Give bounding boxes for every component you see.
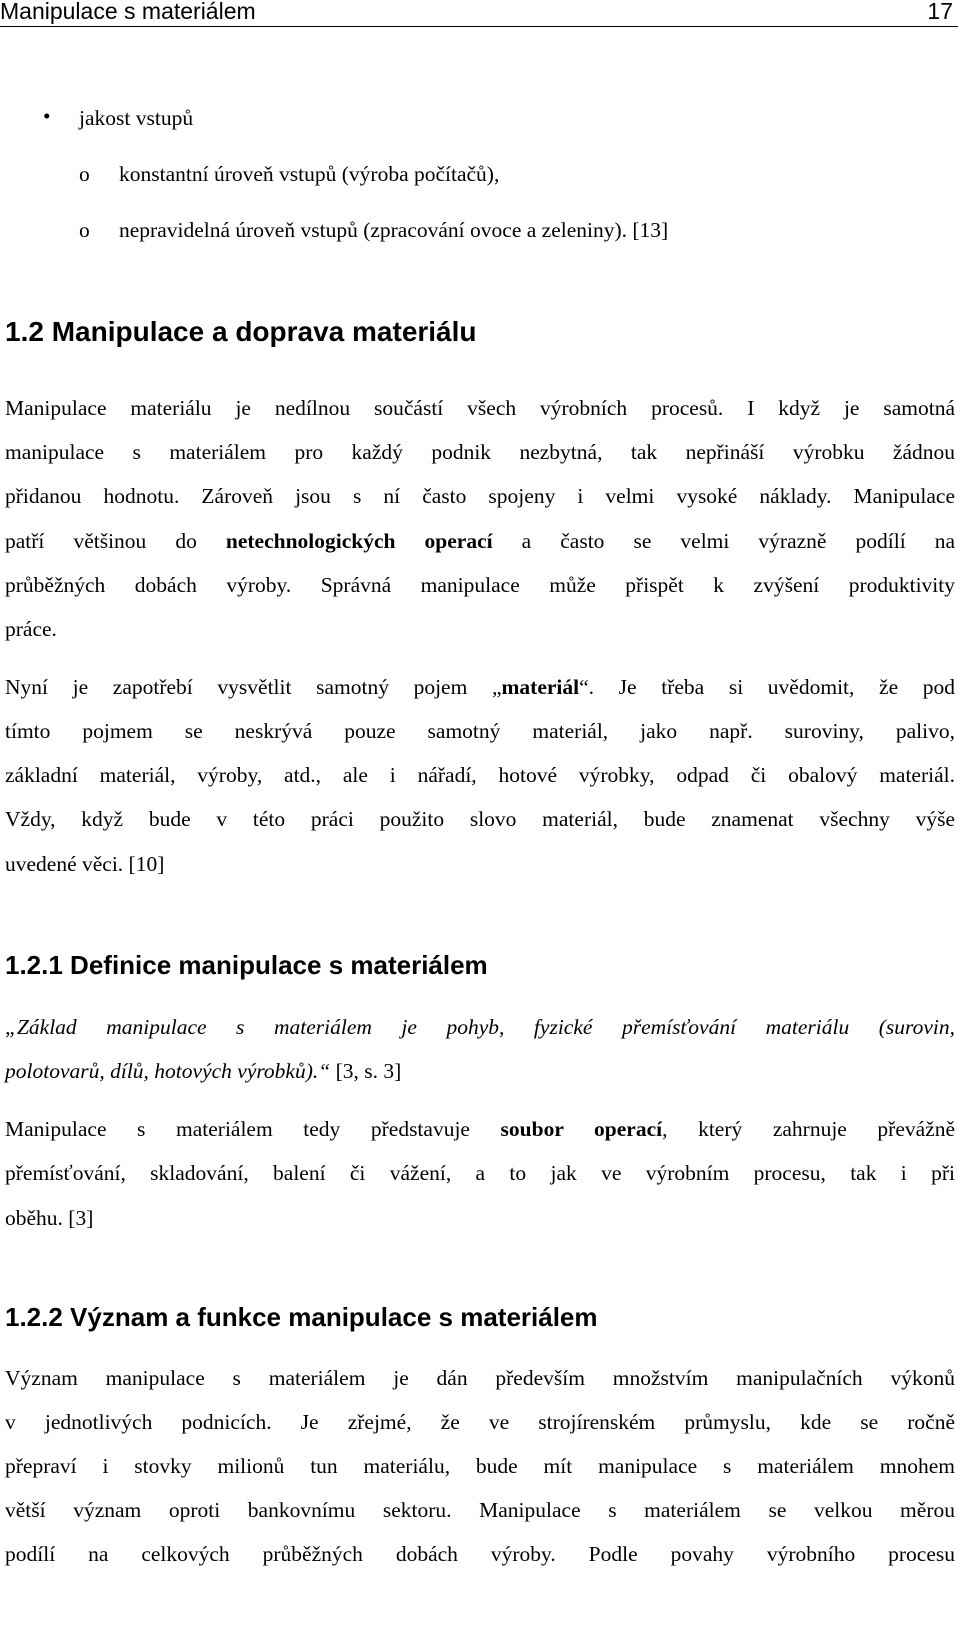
- paragraph-line: Manipulace materiálu je nedílnou součástí všech výrobních procesů. I když je samotná: [5, 396, 955, 420]
- sub-list-item: nepravidelná úroveň vstupů (zpracování ovoce a zeleniny). [13]: [119, 218, 669, 242]
- paragraph-line: oběhu. [3]: [5, 1206, 94, 1230]
- page-number: 17: [927, 0, 953, 24]
- paragraph-line: manipulace s materiálem pro každý podnik nezbytná, tak nepřináší výrobku žádnou: [5, 440, 955, 464]
- paragraph-line: práce.: [5, 617, 57, 641]
- paragraph-line: Manipulace s materiálem tedy představuje soubor operací, který zahrnuje převážně: [5, 1117, 955, 1141]
- paragraph-line: uvedené věci. [10]: [5, 852, 165, 876]
- paragraph-line: Význam manipulace s materiálem je dán především množstvím manipulačních výkonů: [5, 1366, 955, 1390]
- paragraph-line: průběžných dobách výroby. Správná manipulace může přispět k zvýšení produktivity: [5, 573, 955, 597]
- paragraph-line: přemísťování, skladování, balení či vážení, a to jak ve výrobním procesu, tak i při: [5, 1161, 955, 1185]
- section-heading: 1.2 Manipulace a doprava materiálu: [5, 316, 477, 347]
- bullet-dot: •: [43, 104, 51, 128]
- bold-term: soubor operací: [500, 1117, 663, 1141]
- sub-bullet: o: [79, 218, 90, 242]
- paragraph-line: podílí na celkových průběžných dobách výroby. Podle povahy výrobního procesu: [5, 1542, 955, 1566]
- paragraph-line: Vždy, když bude v této práci použito slovo materiál, bude znamenat všechny výše: [5, 807, 955, 831]
- paragraph-line: základní materiál, výroby, atd., ale i nářadí, hotové výrobky, odpad či obalový materiál.: [5, 763, 955, 787]
- paragraph-line: Nyní je zapotřebí vysvětlit samotný pojem „materiál“. Je třeba si uvědomit, že pod: [5, 675, 955, 699]
- citation: [3, s. 3]: [330, 1059, 402, 1083]
- paragraph-line: patří většinou do netechnologických operací a často se velmi výrazně podílí na: [5, 529, 955, 553]
- bold-term: netechnologických operací: [225, 529, 493, 553]
- subsection-heading: 1.2.1 Definice manipulace s materiálem: [5, 950, 488, 980]
- list-item: jakost vstupů: [79, 106, 194, 130]
- paragraph-line: tímto pojmem se neskrývá pouze samotný materiál, jako např. suroviny, palivo,: [5, 719, 955, 743]
- definition-quote-line: polotovarů, dílů, hotových výrobků).“ [3, s. 3]: [5, 1059, 402, 1083]
- sub-list-item: konstantní úroveň vstupů (výroba počítačů),: [119, 162, 500, 186]
- subsection-heading: 1.2.2 Význam a funkce manipulace s materiálem: [5, 1302, 598, 1332]
- definition-quote-line: „Základ manipulace s materiálem je pohyb, fyzické přemísťování materiálu (surovin,: [5, 1015, 955, 1039]
- sub-bullet: o: [79, 162, 90, 186]
- paragraph-line: v jednotlivých podnicích. Je zřejmé, že ve strojírenském průmyslu, kde se ročně: [5, 1410, 955, 1434]
- bold-term: materiál: [501, 675, 580, 699]
- header-title: Manipulace s materiálem: [0, 0, 256, 24]
- paragraph-line: přepraví i stovky milionů tun materiálu, bude mít manipulace s materiálem mnohem: [5, 1454, 955, 1478]
- paragraph-line: větší význam oproti bankovnímu sektoru. Manipulace s materiálem se velkou měrou: [5, 1498, 955, 1522]
- running-header: [0, 0, 958, 27]
- paragraph-line: přidanou hodnotu. Zároveň jsou s ní často spojeny i velmi vysoké náklady. Manipulace: [5, 484, 955, 508]
